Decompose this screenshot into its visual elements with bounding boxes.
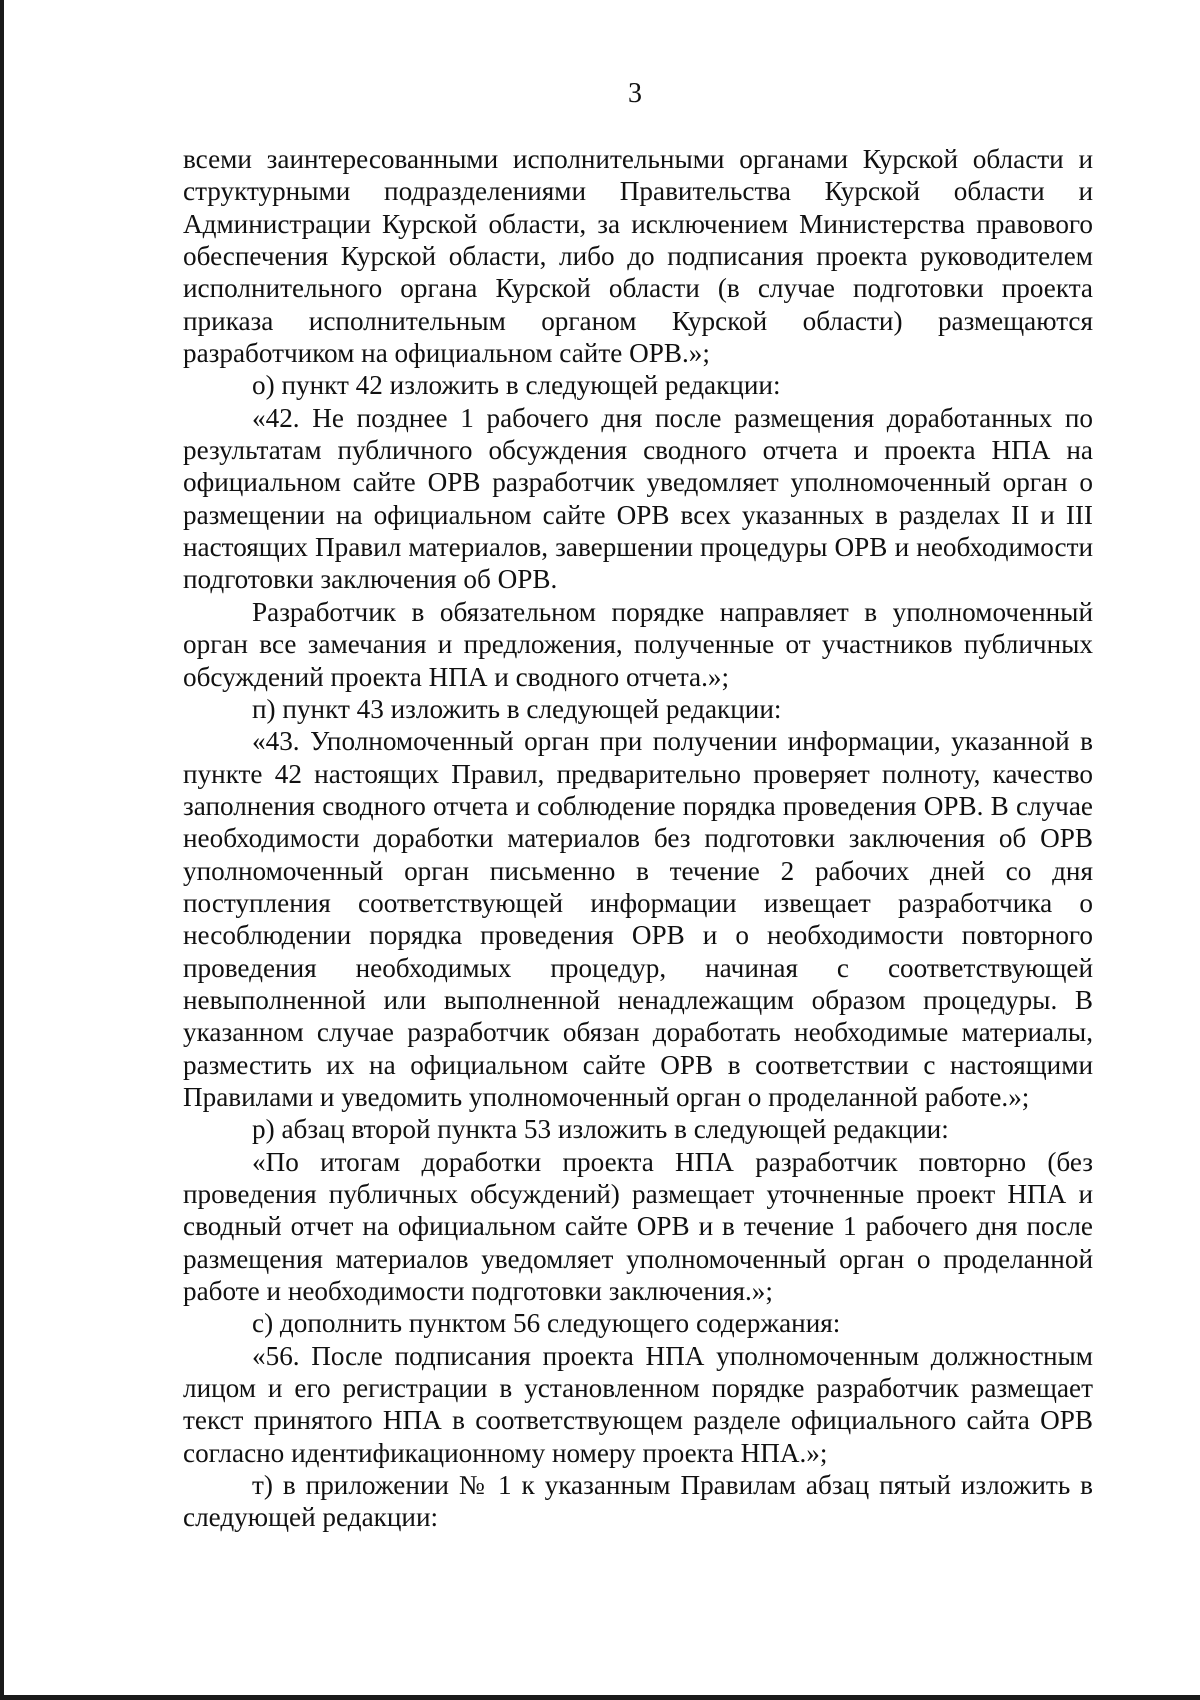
page-number: 3 xyxy=(628,78,642,109)
scan-bottom-edge xyxy=(0,1695,1200,1700)
scan-left-edge xyxy=(0,0,4,1700)
document-body xyxy=(183,143,1093,1534)
paragraph-item-r: р) абзац второй пункта 53 изложить в следующей редакции: xyxy=(252,1114,949,1145)
paragraph-developer-obligation: Разработчик в обязательном порядке направляет в уполномоченный орган все замечания и предложения, полученные от участников публичных обсуждений проекта НПА и сводного отчета.»; xyxy=(183,596,1093,692)
paragraph-item-t: т) в приложении № 1 к указанным Правилам абзац пятый изложить в следующей редакции: xyxy=(183,1470,1093,1533)
paragraph-point-53: «По итогам доработки проекта НПА разработчик повторно (без проведения публичных обсуждений) размещает уточненные проект НПА и сводный отчет на официальном сайте ОРВ и в течение 1 рабочего дня после размещения материалов уведомляет уполномоченный орган о проделанной работе и необходимости подготовки заключения.»; xyxy=(183,1146,1093,1307)
paragraph-point-42: «42. Не позднее 1 рабочего дня после размещения доработанных по результатам публичного обсуждения сводного отчета и проекта НПА на официальном сайте ОРВ разработчик уведомляет уполномоченный орган о размещении на официальном сайте ОРВ всех указанных в разделах II и III настоящих Правил материалов, завершении процедуры ОРВ и необходимости подготовки заключения об ОРВ. xyxy=(183,402,1093,595)
paragraph-item-p: п) пункт 43 изложить в следующей редакции: xyxy=(252,693,782,724)
paragraph-continuation: всеми заинтересованными исполнительными органами Курской области и структурными подразделениями Правительства Курской области и Администрации Курской области, за исключением Министерства правового обеспечения Курской области, либо до подписания проекта руководителем исполнительного органа Курской области (в случае подготовки проекта приказа исполнительным органом Курской области) размещаются разработчиком на официальном сайте ОРВ.»; xyxy=(183,144,1093,369)
paragraph-point-43: «43. Уполномоченный орган при получении информации, указанной в пункте 42 настоящих Правил, предварительно проверяет полноту, качество заполнения сводного отчета и соблюдение порядка проведения ОРВ. В случае необходимости доработки материалов без подготовки заключения об ОРВ уполномоченный орган письменно в течение 2 рабочих дней со дня поступления соответствующей информации извещает разработчика о несоблюдении порядка проведения ОРВ и о необходимости повторного проведения необходимых процедур, начиная с соответствующей невыполненной или выполненной ненадлежащим образом процедуры. В указанном случае разработчик обязан доработать необходимые материалы, разместить их на официальном сайте ОРВ в соответствии с настоящими Правилами и уведомить уполномоченный орган о проделанной работе.»; xyxy=(183,726,1093,1112)
paragraph-item-s: с) дополнить пунктом 56 следующего содержания: xyxy=(252,1308,841,1339)
paragraph-point-56: «56. После подписания проекта НПА уполномоченным должностным лицом и его регистрации в установленном порядке разработчик размещает текст принятого НПА в соответствующем разделе официального сайта ОРВ согласно идентификационному номеру проекта НПА.»; xyxy=(183,1340,1093,1468)
paragraph-item-o: о) пункт 42 изложить в следующей редакции: xyxy=(252,370,781,401)
